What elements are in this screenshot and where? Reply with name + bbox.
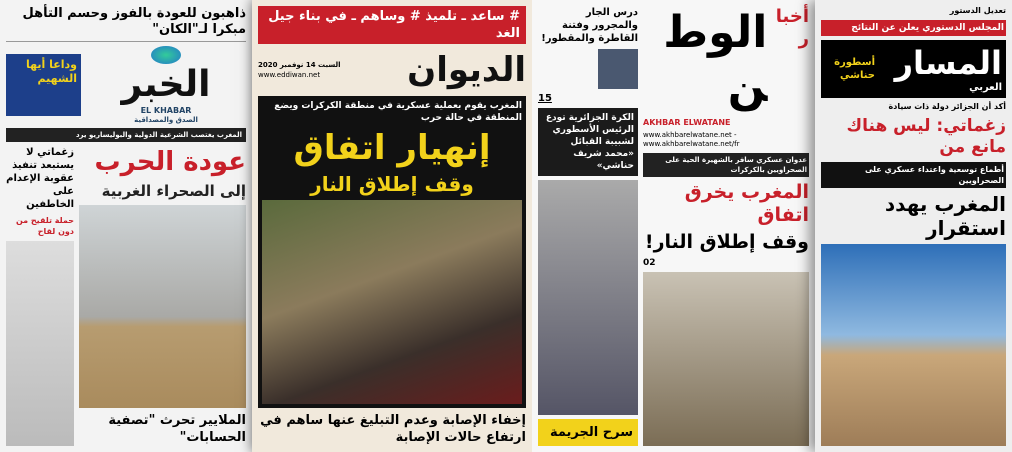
second-headline: المغرب يهدد استقرار [884, 192, 1006, 240]
masthead-block [86, 46, 246, 124]
newspaper-akhbar-elwatane [532, 0, 815, 452]
masthead-block [895, 44, 1002, 94]
front-body [6, 146, 246, 446]
side-column [6, 146, 74, 446]
subheadline: إلى الصحراء الغربية [101, 182, 246, 200]
masthead-sub: العربي [969, 82, 1002, 93]
website: www.akhbarelwatane.net - www.akhbarelwatane.net/fr [643, 131, 740, 148]
banner: المجلس الدستوري يعلن عن النتائج [821, 20, 1006, 36]
main-column [79, 146, 246, 446]
kicker: أكد أن الجزائر دولة ذات سيادة [888, 102, 1006, 111]
paper-body [538, 6, 809, 446]
masthead: الوطن [666, 7, 768, 112]
masthead-row [6, 46, 246, 124]
latin-name: EL KHABAR [140, 106, 192, 115]
dark-front [258, 96, 526, 408]
subheadline: وقف إطلاق النار! [644, 231, 809, 253]
masthead-row [643, 6, 809, 114]
top-story: درس الجار والمجرور وفتنة القاطرة والمقطور! [541, 7, 638, 44]
promo-box [6, 54, 81, 116]
flag-photo [821, 244, 1006, 446]
latin-name: AKHBAR ELWATANE [643, 118, 731, 127]
kicker: عدوان عسكري سافر بالشهيرة الحية على الصحراويين بالكركرات [643, 153, 809, 177]
bottom-headline: الملايير تحرث "تصفية الحسابات" [108, 413, 246, 445]
promo-text: وداعا أيها الشهيم [25, 58, 77, 85]
main-headline: المغرب يخرق اتفاق [684, 181, 809, 226]
label: تعديل الدستور [949, 6, 1006, 15]
banner: # ساعد ـ تلميذ # وساهم ـ في بناء جيل الغد [258, 6, 526, 44]
newspaper-eddiwan [252, 0, 532, 452]
war-photo [79, 205, 246, 408]
military-photo [262, 200, 522, 404]
main-headline: عودة الحرب [94, 147, 246, 177]
masthead: المسار [894, 44, 1002, 82]
main-headline: إنهيار اتفاق [293, 128, 491, 168]
subheadline: وقف إطلاق النار [310, 172, 474, 196]
main-column [643, 6, 809, 446]
kicker: المغرب يقوم بعملية عسكرية في منطقة الكركرات ويضع المنطقة في حالة حرب [274, 101, 522, 123]
side-column [538, 6, 638, 446]
portrait-photo [538, 180, 638, 415]
masthead: الديوان [407, 50, 526, 90]
side-story: حملة تلقيح من دون لقاح [15, 216, 74, 236]
website: www.eddiwan.net [258, 71, 321, 79]
masthead-prefix: أخبار [775, 6, 809, 49]
page-number: 15 [538, 93, 552, 104]
soldiers-photo [643, 272, 809, 446]
top-headline: ذاهبون للعودة بالفوز وحسم التأهل مبكرا لـ"الكان" [6, 6, 246, 42]
masthead: الخبر [121, 64, 211, 105]
masthead-row [258, 48, 526, 92]
kicker: أطماع توسعية واعتداء عسكري على الصحراويين [821, 162, 1006, 188]
promo-text: أسطورة حناشي [834, 57, 875, 81]
bottom-headline: إخفاء الإصابة وعدم التبليغ عنها ساهم في ارتفاع حالات الإصابة [260, 413, 526, 445]
portrait-photo [598, 49, 638, 89]
main-headline: زغماتي: ليس هناك مانع من [846, 116, 1006, 157]
kicker: المغرب يغتصب الشرعية الدولية والبوليساريو يرد [6, 128, 246, 142]
crime-tape: سرح الجريمة [538, 419, 638, 446]
newspaper-al-massar [815, 0, 1012, 452]
side-story: زغماتي لا يستبعد تنفيذ عقوبة الإعدام على الخاطفين [6, 147, 74, 210]
side-story: الكرة الجزائرية تودع الرئيس الأسطوري لشبيبة القبائل «محمد شريف حناشي» [538, 108, 638, 176]
tagline: الصدق والمصداقية [134, 116, 198, 124]
newspaper-el-khabar [0, 0, 252, 452]
masthead-bar [821, 40, 1006, 98]
page-number: 02 [643, 258, 656, 268]
globe-logo [151, 46, 181, 64]
side-photo [6, 241, 74, 446]
date: السبت 14 نوفمبر 2020 [258, 61, 341, 69]
masthead-info [258, 61, 340, 79]
